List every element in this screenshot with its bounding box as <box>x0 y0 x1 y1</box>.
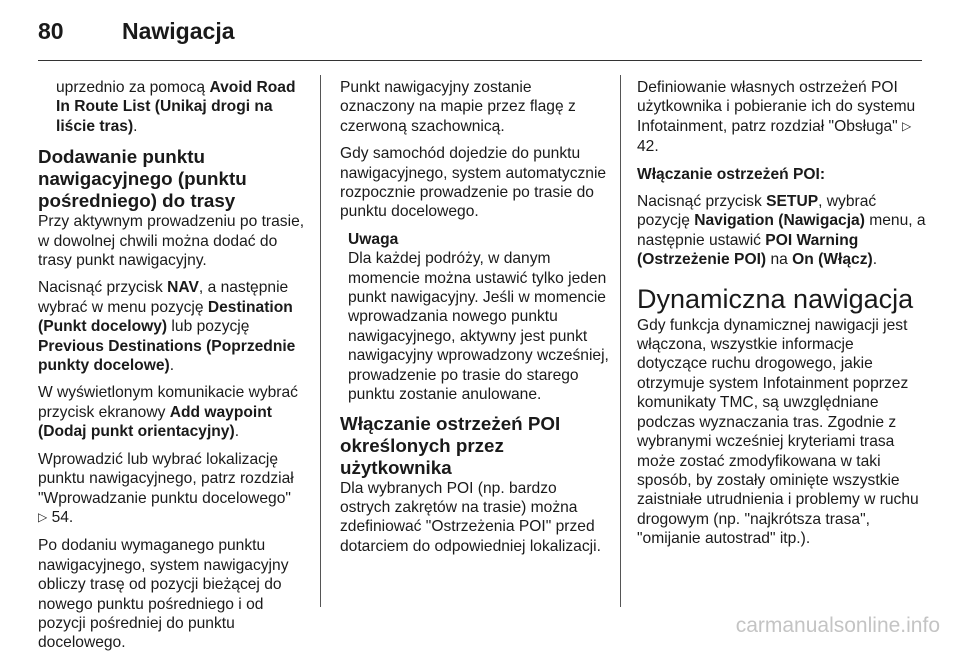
paragraph-setup <box>637 192 927 270</box>
menu-term-on: On (Włącz) <box>792 251 873 269</box>
subheading-enable-poi <box>637 165 927 184</box>
paragraph-route-calc: Po dodaniu wymaganego punktu nawigacyjnego, system nawigacyjny obliczy trasę od pozycji bieżącej do nowego punktu pośredniego i od pozycji pośredniej do punktu docelowego. <box>38 537 289 652</box>
button-term-add-waypoint: Add waypoint (Dodaj punkt orientacyjny) <box>38 403 272 441</box>
text: , wybrać pozycję <box>637 193 877 230</box>
paragraph-flag: Punkt nawigacyjny zostanie oznaczony na mapie przez flagę z czerwoną szachownicą. <box>340 79 576 135</box>
section-heading-poi-warnings: Włączanie ostrzeżeń POI określonych przez użytkownika <box>340 412 561 478</box>
text: , a następnie wybrać w menu pozycję <box>38 279 289 316</box>
text: Definiowanie własnych ostrzeżeń POI użytkownika i pobieranie ich do systemu Infotainment, patrz rozdział "Obsługa" <box>637 79 916 135</box>
section-heading-add-waypoint: Dodawanie punktu nawigacyjnego (punktu pośredniego) do trasy <box>38 146 247 212</box>
paragraph-dynamic-navigation: Gdy funkcja dynamicznej nawigacji jest włączona, wszystkie informacje dotyczące ruchu drogowego, jakie otrzymuje system Infotainment poprzez komunikaty TMC, są uwzględniane podczas wyznaczania tras. Zgodnie z wybranymi wcześniej kryteriami trasa może zostać zmodyfikowana w taki sposób, by zostały ominięte wszystkie zaistniałe utrudnienia i problemy w ruchu drogowym (np. "najkrótsza trasa", "omijanie autostrad" itp.). <box>637 316 919 548</box>
paragraph-enter-location <box>38 450 310 529</box>
page-number: 80 <box>38 18 64 44</box>
header-divider <box>38 60 922 61</box>
paragraph-avoid-road <box>38 78 310 136</box>
text: . <box>234 423 240 441</box>
page-reference: 42. <box>637 138 659 156</box>
text: Wprowadzić lub wybrać lokalizację punktu nawigacyjnego, patrz rozdział "Wprowadzanie punktu docelowego" <box>38 450 294 507</box>
paragraph-add-waypoint <box>38 383 310 441</box>
text: lub pozycję <box>167 318 250 336</box>
paragraph-define-poi <box>637 78 927 157</box>
text: . <box>133 117 138 135</box>
menu-term-poi-warning: POI Warning (Ostrzeżenie POI) <box>637 231 859 269</box>
column-divider-2 <box>620 75 621 607</box>
paragraph-poi-intro: Dla wybranych POI (np. bardzo ostrych zakrętów na trasie) można zdefiniować "Ostrzeżenia POI" przed dotarciem do odpowiedniej lokalizacji. <box>340 479 601 555</box>
text: . <box>872 251 878 269</box>
page-reference-triangle-icon: ▷ <box>902 118 912 133</box>
text: uprzednio za pomocą <box>56 79 210 96</box>
paragraph-nav-button <box>38 278 310 375</box>
text: Nacisnąć przycisk <box>38 279 168 297</box>
subheading-text: Włączanie ostrzeżeń POI: <box>637 165 826 183</box>
paragraph-intro: Przy aktywnym prowadzeniu po trasie, w dowolnej chwili można dodać do trasy punkt nawigacyjny. <box>38 213 305 270</box>
text: na <box>766 251 793 269</box>
note-block <box>340 230 610 405</box>
menu-term-avoid-road: Avoid Road In Route List (Unikaj drogi na liście tras) <box>56 79 296 135</box>
column-3 <box>637 78 927 557</box>
button-term-setup: SETUP <box>766 193 819 211</box>
text: W wyświetlonym komunikacie wybrać przycisk ekranowy <box>38 384 298 421</box>
watermark-text: carmanualsonline.info <box>735 614 940 637</box>
chapter-title: Nawigacja <box>122 18 235 44</box>
text: menu, a następnie ustawić <box>637 212 926 249</box>
note-text: Dla każdej podróży, w danym momencie można ustawić tylko jeden punkt nawigacyjny. Jeśli w momencie wprowadzania nowego punktu nawigacyjnego, aktywny jest punkt nawigacyjny wprowadzony wcześniej, prowadzenie po trasie do starego punktu zostanie anulowane. <box>348 250 609 404</box>
paragraph-auto-guidance: Gdy samochód dojedzie do punktu nawigacyjnego, system automatycznie rozpocznie prowadzenie po trasie do punktu docelowego. <box>340 145 607 221</box>
section-heading-dynamic-navigation: Dynamiczna nawigacja <box>637 283 914 314</box>
page-header <box>38 18 235 52</box>
text: . <box>169 357 175 375</box>
text: Nacisnąć przycisk <box>637 193 767 211</box>
column-2 <box>340 78 610 564</box>
column-1 <box>38 78 310 661</box>
menu-term-destination: Destination (Punkt docelowy) <box>38 298 293 336</box>
button-term-nav: NAV <box>167 279 199 297</box>
page-reference-triangle-icon: ▷ <box>38 509 48 524</box>
page-reference: 54. <box>51 508 74 526</box>
menu-term-previous-destinations: Previous Destinations (Poprzednie punkty docelowe) <box>38 337 296 375</box>
note-title: Uwaga <box>348 230 399 248</box>
menu-term-navigation: Navigation (Nawigacja) <box>694 212 865 230</box>
column-divider-1 <box>320 75 321 607</box>
